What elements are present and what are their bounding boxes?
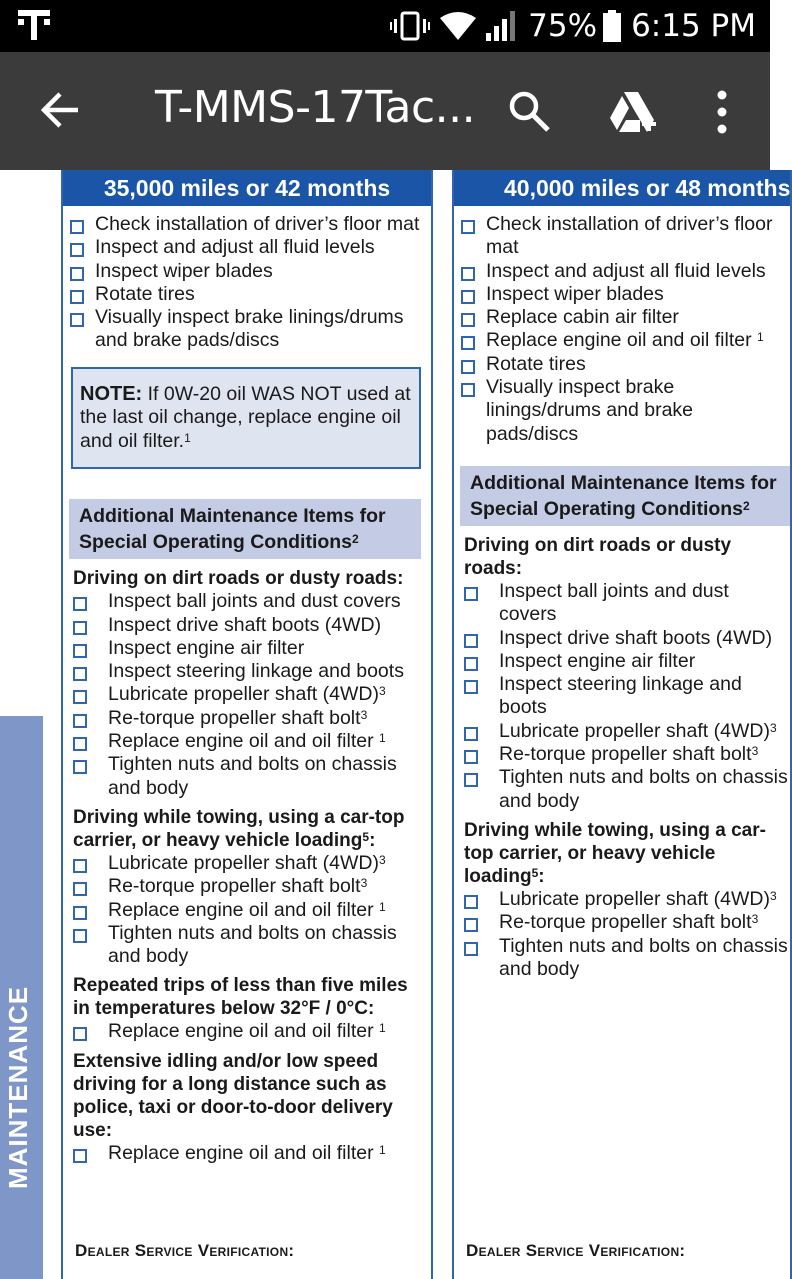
additional-items-heading: Additional Maintenance Items for Special Operating Conditions$^2$ bbox=[460, 466, 790, 526]
wifi-icon bbox=[440, 12, 476, 40]
checklist-item[interactable]: Visually inspect brake linings/drums and brake pads/discs bbox=[454, 376, 790, 446]
checkbox-icon[interactable] bbox=[464, 918, 478, 932]
checklist-item[interactable]: Lubricate propeller shaft $(4WD)^3$ bbox=[63, 852, 431, 875]
app-bar bbox=[0, 52, 770, 170]
checkbox-icon[interactable] bbox=[461, 383, 475, 397]
checkbox-icon[interactable] bbox=[464, 895, 478, 909]
checklist-item[interactable]: Inspect drive shaft boots (4WD) bbox=[454, 627, 790, 650]
condition-items bbox=[63, 852, 431, 968]
checklist-item[interactable]: Inspect and adjust all fluid levels bbox=[454, 260, 790, 283]
condition-heading: Driving while towing, using a car-top carrier, or heavy vehicle loading$^5$: bbox=[464, 819, 766, 887]
additional-items-heading: Additional Maintenance Items for Special Operating Conditions$^2$ bbox=[69, 499, 421, 559]
checkbox-icon[interactable] bbox=[73, 621, 87, 635]
schedule-column-35000 bbox=[61, 170, 433, 1279]
checklist-item[interactable]: Inspect wiper blades bbox=[454, 283, 790, 306]
condition-heading: Repeated trips of less than five miles in temperatures below 32°F / 0°C: bbox=[73, 975, 408, 1020]
back-arrow-icon[interactable] bbox=[40, 90, 80, 130]
checklist-item[interactable]: Rotate tires bbox=[454, 353, 790, 376]
column-header: 40,000 miles or 48 months bbox=[454, 170, 790, 206]
checklist bbox=[454, 206, 790, 446]
t-mobile-logo-icon bbox=[18, 6, 50, 44]
checkbox-icon[interactable] bbox=[73, 906, 87, 920]
checkbox-icon[interactable] bbox=[461, 290, 475, 304]
more-vert-icon[interactable] bbox=[712, 90, 732, 134]
checkbox-icon[interactable] bbox=[73, 929, 87, 943]
condition-items bbox=[454, 888, 790, 981]
checkbox-icon[interactable] bbox=[464, 727, 478, 741]
condition-heading: Driving on dirt roads or dusty roads: bbox=[73, 568, 404, 590]
checklist-item[interactable]: Replace engine oil and oil filter $^1$ bbox=[63, 1020, 431, 1043]
checklist-item[interactable]: Lubricate propeller shaft $(4WD)^3$ bbox=[454, 888, 790, 911]
maintenance-side-tab bbox=[0, 716, 43, 1279]
checklist-item[interactable]: Replace engine oil and oil filter $^1$ bbox=[63, 899, 431, 922]
checkbox-icon[interactable] bbox=[464, 680, 478, 694]
checklist bbox=[63, 206, 431, 353]
battery-percent: 75% bbox=[528, 8, 598, 44]
checkbox-icon[interactable] bbox=[464, 657, 478, 671]
oil-note: NOTE: If 0W-20 oil WAS NOT used at the last oil change, replace engine oil and oil filter.$^1$ bbox=[71, 367, 421, 470]
checklist-item[interactable]: Tighten nuts and bolts on chassis and body bbox=[454, 935, 790, 982]
checkbox-icon[interactable] bbox=[70, 290, 84, 304]
checklist-item[interactable]: Tighten nuts and bolts on chassis and body bbox=[454, 766, 790, 813]
battery-icon bbox=[603, 10, 621, 42]
checklist-item[interactable]: Inspect wiper blades bbox=[63, 260, 431, 283]
condition-items bbox=[454, 580, 790, 813]
checklist-item[interactable]: Replace engine oil and oil filter $^1$ bbox=[63, 1142, 431, 1165]
checkbox-icon[interactable] bbox=[73, 690, 87, 704]
dealer-service-verification: Dealer Service Verification: bbox=[466, 1241, 686, 1260]
condition-heading: Driving on dirt roads or dusty roads: bbox=[464, 534, 732, 579]
checkbox-icon[interactable] bbox=[73, 644, 87, 658]
condition-items bbox=[63, 1142, 431, 1165]
checkbox-icon[interactable] bbox=[70, 243, 84, 257]
checklist-item[interactable]: Lubricate propeller shaft $(4WD)^3$ bbox=[63, 683, 431, 706]
signal-icon bbox=[486, 11, 518, 41]
checklist-item[interactable]: Check installation of driver’s floor mat bbox=[454, 213, 790, 260]
checkbox-icon[interactable] bbox=[461, 267, 475, 281]
checklist-item[interactable]: Replace engine oil and oil filter $^1$ bbox=[454, 329, 790, 352]
checkbox-icon[interactable] bbox=[73, 714, 87, 728]
checkbox-icon[interactable] bbox=[461, 220, 475, 234]
checkbox-icon[interactable] bbox=[70, 313, 84, 327]
condition-heading: Extensive idling and/or low speed driving for a long distance such as police, taxi or door-to-door delivery use: bbox=[73, 1050, 393, 1141]
checklist-item[interactable]: Re-torque propeller shaft bolt$^3$ bbox=[454, 743, 790, 766]
checkbox-icon[interactable] bbox=[464, 750, 478, 764]
checklist-item[interactable]: Re-torque propeller shaft bolt$^3$ bbox=[454, 911, 790, 934]
checklist-item[interactable]: Tighten nuts and bolts on chassis and body bbox=[63, 922, 431, 969]
status-bar bbox=[0, 0, 770, 52]
checkbox-icon[interactable] bbox=[73, 597, 87, 611]
checkbox-icon[interactable] bbox=[464, 773, 478, 787]
checklist-item[interactable]: Lubricate propeller shaft $(4WD)^3$ bbox=[454, 720, 790, 743]
checklist-item[interactable]: Inspect engine air filter bbox=[454, 650, 790, 673]
checkbox-icon[interactable] bbox=[461, 313, 475, 327]
side-tab-label: MAINTENANCE bbox=[2, 985, 33, 1189]
checkbox-icon[interactable] bbox=[73, 1027, 87, 1041]
checklist-item[interactable]: Check installation of driver’s floor mat bbox=[63, 213, 431, 236]
checklist-item[interactable]: Re-torque propeller shaft bolt$^3$ bbox=[63, 707, 431, 730]
checkbox-icon[interactable] bbox=[73, 1149, 87, 1163]
checkbox-icon[interactable] bbox=[464, 942, 478, 956]
condition-heading: Driving while towing, using a car-top carrier, or heavy vehicle loading$^5$: bbox=[73, 806, 405, 851]
add-to-drive-icon[interactable] bbox=[608, 90, 658, 136]
search-icon[interactable] bbox=[508, 90, 550, 132]
checkbox-icon[interactable] bbox=[461, 336, 475, 350]
checkbox-icon[interactable] bbox=[73, 760, 87, 774]
checklist-item[interactable]: Inspect ball joints and dust covers bbox=[454, 580, 790, 627]
checklist-item[interactable]: Inspect ball joints and dust covers bbox=[63, 590, 431, 613]
checkbox-icon[interactable] bbox=[73, 859, 87, 873]
checkbox-icon[interactable] bbox=[70, 267, 84, 281]
document-title: T-MMS-17Tac... bbox=[155, 82, 476, 133]
checklist-item[interactable]: Inspect drive shaft boots (4WD) bbox=[63, 614, 431, 637]
condition-items bbox=[63, 1020, 431, 1043]
checkbox-icon[interactable] bbox=[73, 737, 87, 751]
checklist-item[interactable]: Inspect and adjust all fluid levels bbox=[63, 236, 431, 259]
clock: 6:15 PM bbox=[631, 8, 756, 44]
checklist-item[interactable]: Inspect engine air filter bbox=[63, 637, 431, 660]
dealer-service-verification: Dealer Service Verification: bbox=[75, 1241, 295, 1260]
checklist-item[interactable]: Inspect steering linkage and boots bbox=[454, 673, 790, 720]
checklist-item[interactable]: Replace engine oil and oil filter $^1$ bbox=[63, 730, 431, 753]
checkbox-icon[interactable] bbox=[73, 667, 87, 681]
vibrate-icon bbox=[390, 11, 430, 41]
checkbox-icon[interactable] bbox=[464, 634, 478, 648]
checklist-item[interactable]: Rotate tires bbox=[63, 283, 431, 306]
checklist-item[interactable]: Visually inspect brake linings/drums and brake pads/discs bbox=[63, 306, 431, 353]
checklist-item[interactable]: Replace cabin air filter bbox=[454, 306, 790, 329]
checklist-item[interactable]: Tighten nuts and bolts on chassis and body bbox=[63, 753, 431, 800]
checklist-item[interactable]: Inspect steering linkage and boots bbox=[63, 660, 431, 683]
condition-items bbox=[63, 590, 431, 800]
checklist-item[interactable]: Re-torque propeller shaft bolt$^3$ bbox=[63, 875, 431, 898]
column-header: 35,000 miles or 42 months bbox=[63, 170, 431, 206]
checkbox-icon[interactable] bbox=[73, 882, 87, 896]
checkbox-icon[interactable] bbox=[464, 587, 478, 601]
checkbox-icon[interactable] bbox=[461, 360, 475, 374]
schedule-column-40000 bbox=[452, 170, 792, 1279]
checkbox-icon[interactable] bbox=[70, 220, 84, 234]
pdf-page-viewport[interactable] bbox=[0, 170, 791, 1279]
